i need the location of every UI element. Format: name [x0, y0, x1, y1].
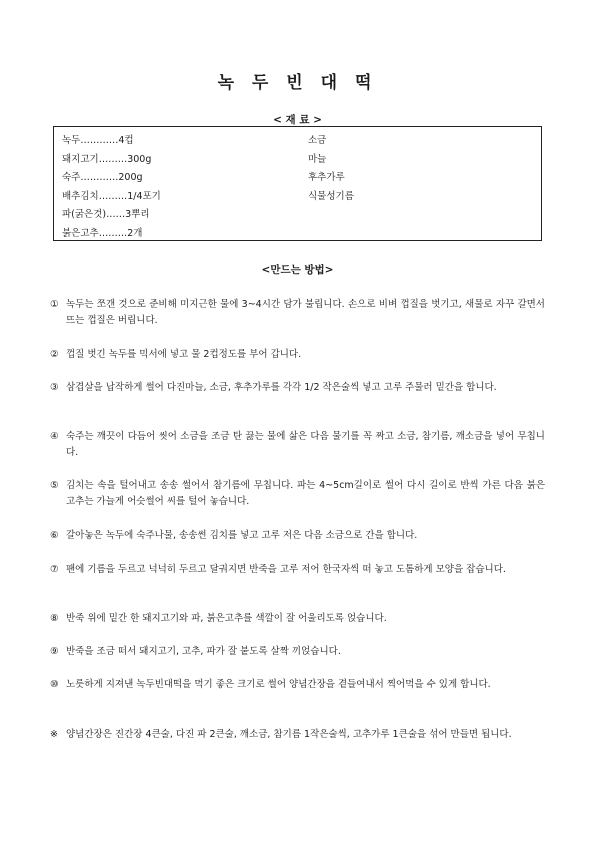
step-item — [50, 528, 545, 544]
ingredient-item: 숙주…………200g — [62, 172, 143, 183]
step-text: 김치는 속을 털어내고 송송 썰어서 참기름에 무칩니다. 파는 4~5cm길이로 썰어 다시 길이로 반씩 가른 다음 붉은 고추는 가늘게 어슷썰어 씨를 털어 놓습니다. — [66, 480, 545, 507]
step-item — [50, 677, 545, 693]
step-number: ⑤ — [50, 480, 59, 491]
ingredients-seasoning-list — [308, 132, 354, 206]
step-item — [50, 297, 545, 329]
ingredient-item: 돼지고기………300g — [62, 153, 152, 165]
step-item — [50, 380, 545, 396]
step-number: ⑧ — [50, 613, 59, 624]
seasoning-item: 마늘 — [308, 153, 327, 165]
step-text: 숙주는 깨끗이 다듬어 씻어 소금을 조금 탄 끓는 물에 삶은 다음 물기를 꼭 짜고 소금, 참기름, 깨소금을 넣어 무칩니다. — [66, 431, 545, 458]
seasoning-item: 식물성기름 — [308, 190, 354, 202]
step-item — [50, 727, 545, 743]
step-item — [50, 611, 545, 627]
step-item — [50, 429, 545, 461]
page-title: 녹 두 빈 대 떡 — [217, 73, 378, 93]
step-number: ⑦ — [50, 564, 59, 575]
step-text: 양념간장은 진간장 4큰술, 다진 파 2큰술, 깨소금, 참기름 1작은술씩, 고추가루 1큰술을 섞어 만들면 됩니다. — [66, 729, 512, 740]
ingredient-item: 붉은고추………2개 — [62, 227, 143, 239]
step-text: 삼겹살을 납작하게 썰어 다진마늘, 소금, 후추가루를 각각 1/2 작은술씩 넣고 고루 주물러 밑간을 합니다. — [66, 382, 497, 393]
ingredient-item: 파(굵은것)……3뿌리 — [62, 209, 150, 220]
ingredients-heading: < 재 료 > — [273, 114, 322, 126]
step-number: ⑨ — [50, 646, 59, 657]
step-number: ※ — [50, 729, 58, 740]
step-text: 녹두는 쪼갠 것으로 준비해 미지근한 물에 3~4시간 담가 불립니다. 손으로 비벼 껍질을 벗기고, 새물로 자꾸 갈면서 뜨는 껍질은 버립니다. — [66, 299, 545, 326]
ingredients-box — [53, 126, 542, 241]
step-text: 갈아놓은 녹두에 숙주나물, 송송썬 김치를 넣고 고루 저은 다음 소금으로 간을 합니다. — [66, 530, 418, 541]
step-number: ⑩ — [50, 679, 59, 690]
step-number: ② — [50, 349, 59, 360]
step-text: 팬에 기름을 두르고 넉넉히 두르고 달궈지면 반죽을 고루 저어 한국자씩 떠 놓고 도톰하게 모양을 잡습니다. — [66, 564, 506, 575]
ingredients-main-list — [62, 132, 161, 243]
step-text: 반죽을 조금 떠서 돼지고기, 고추, 파가 잘 붙도록 살짝 끼얹습니다. — [66, 646, 341, 657]
seasoning-item: 후추가루 — [308, 172, 345, 183]
step-item — [50, 347, 545, 363]
step-number: ⑥ — [50, 530, 59, 541]
step-item — [50, 562, 545, 578]
seasoning-item: 소금 — [308, 135, 327, 146]
step-text: 껍질 벗긴 녹두를 믹서에 넣고 물 2컵정도를 부어 갑니다. — [66, 349, 302, 360]
step-number: ④ — [50, 431, 59, 442]
step-number: ① — [50, 299, 59, 310]
step-text: 노릇하게 지져낸 녹두빈대떡을 먹기 좋은 크기로 썰어 양념간장을 곁들여내서 찍어먹을 수 있게 합니다. — [66, 679, 491, 690]
ingredient-item: 녹두…………4컵 — [62, 135, 134, 146]
step-item — [50, 644, 545, 660]
ingredient-item: 배추김치………1/4포기 — [62, 190, 161, 202]
method-heading: <만드는 방법> — [261, 264, 334, 276]
step-text: 반죽 위에 밑간 한 돼지고기와 파, 붉은고추를 색깔이 잘 어울리도록 얹습니다. — [66, 613, 387, 624]
step-number: ③ — [50, 382, 59, 393]
step-item — [50, 478, 545, 510]
